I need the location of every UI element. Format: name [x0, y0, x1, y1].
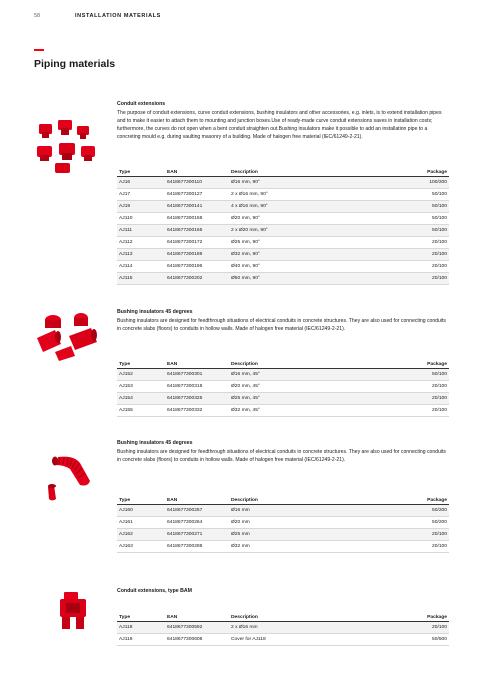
red-corrugated-bushing-icon — [44, 455, 98, 503]
product-table-corrugated-bushings — [117, 496, 449, 553]
red-bushing-insulator-icon — [33, 310, 107, 362]
cell-type: AJ163 — [117, 541, 165, 553]
cell-description: Ø50 mm, 90° — [229, 273, 393, 285]
table-header-row — [117, 613, 449, 622]
cell-description: Ø32 mm, 45° — [229, 405, 393, 417]
table-row — [117, 177, 449, 189]
cell-description: 4 x Ø16 mm, 90° — [229, 201, 393, 213]
cell-ean: 6418677300110 — [165, 177, 229, 189]
cell-type: AJ152 — [117, 369, 165, 381]
cell-type: AJ162 — [117, 529, 165, 541]
product-table-bam-extensions — [117, 613, 449, 646]
running-title: INSTALLATION MATERIALS — [75, 13, 161, 19]
cell-description: 2 x Ø16 mm, 90° — [229, 189, 393, 201]
cell-ean: 6418677300158 — [165, 213, 229, 225]
cell-package: 20/100 — [393, 249, 449, 261]
table-row — [117, 405, 449, 417]
cell-description: Ø32 mm, 90° — [229, 249, 393, 261]
table-row — [117, 225, 449, 237]
cell-ean: 6418677300165 — [165, 225, 229, 237]
section-title-conduit-extensions: Conduit extensions — [117, 101, 166, 107]
cell-ean: 6418677300202 — [165, 273, 229, 285]
cell-ean: 6418677300318 — [165, 381, 229, 393]
cell-ean: 6418677300127 — [165, 189, 229, 201]
cell-ean: 6418677300592 — [165, 622, 229, 634]
column-header-type: Type — [117, 168, 165, 177]
column-header-ean: EAN — [165, 613, 229, 622]
cell-type: AJ17 — [117, 189, 165, 201]
table-row — [117, 393, 449, 405]
table-row — [117, 517, 449, 529]
column-header-description: Description — [229, 613, 393, 622]
table-row — [117, 505, 449, 517]
cell-package: 50/200 — [393, 517, 449, 529]
cell-ean: 6418677300332 — [165, 405, 229, 417]
cell-package: 20/100 — [393, 529, 449, 541]
cell-package: 20/100 — [393, 273, 449, 285]
red-conduit-extension-icon — [33, 118, 105, 176]
section-description: The purpose of conduit extensions, curve conduit extensions, bushing insulators and other accessories, e.g. inlets, is to extend installation pipes and to make it easier to attach them to mounting and junction boxes.Use of ready-made curve conduit extensions saves in installation costs; furthermore, the curves do not open when a bent conduit straighten out.Bushing insulators make it possible to add an installation pipe to a concreting mould e.g. during vaulting masonry of a building. Made of halogen free material (IEC/61249-2-21). — [117, 110, 442, 140]
section-description: Bushing insulators are designed for feedthrough situations of electrical conduits in concrete structures. They are also used for connecting conduits in concrete slabs (floors) to conduits in hollow walls. Made of halogen free material (IEC/61249-2-21). — [117, 449, 446, 463]
table-header-row — [117, 168, 449, 177]
table-row — [117, 622, 449, 634]
cell-description: Ø16 mm, 90° — [229, 177, 393, 189]
section-title-bushing-insulators-corrugated: Bushing insulators 45 degrees — [117, 440, 193, 446]
red-bam-extension-icon — [56, 590, 90, 632]
column-header-package: Package — [393, 168, 449, 177]
column-header-ean: EAN — [165, 496, 229, 505]
column-header-description: Description — [229, 168, 393, 177]
cell-package: 50/100 — [393, 369, 449, 381]
cell-package: 20/100 — [393, 237, 449, 249]
section-title-conduit-extensions-bam: Conduit extensions, type BAM — [117, 588, 192, 594]
product-table-bushing-insulators — [117, 360, 449, 417]
table-row — [117, 201, 449, 213]
cell-description: 2 x Ø20 mm, 90° — [229, 225, 393, 237]
accent-bar — [34, 49, 44, 51]
section-title-bushing-insulators: Bushing insulators 45 degrees — [117, 309, 193, 315]
cell-ean: 6418677300301 — [165, 369, 229, 381]
cell-description: Ø16 mm, 45° — [229, 369, 393, 381]
table-header-row — [117, 496, 449, 505]
table-row — [117, 189, 449, 201]
cell-description: Ø25 mm, 90° — [229, 237, 393, 249]
table-row — [117, 529, 449, 541]
cell-type: AJ155 — [117, 405, 165, 417]
page-number: 58 — [34, 13, 41, 19]
table-row — [117, 261, 449, 273]
cell-ean: 6418677300608 — [165, 634, 229, 646]
cell-ean: 6418677300271 — [165, 529, 229, 541]
cell-description: Ø25 mm, 45° — [229, 393, 393, 405]
table-header-row — [117, 360, 449, 369]
cell-package: 20/100 — [393, 405, 449, 417]
column-header-ean: EAN — [165, 168, 229, 177]
cell-package: 50/100 — [393, 189, 449, 201]
table-row — [117, 249, 449, 261]
cell-package: 20/100 — [393, 622, 449, 634]
cell-package: 50/100 — [393, 213, 449, 225]
table-row — [117, 381, 449, 393]
cell-type: AJ19 — [117, 201, 165, 213]
cell-ean: 6418677300172 — [165, 237, 229, 249]
cell-description: Ø40 mm, 90° — [229, 261, 393, 273]
column-header-ean: EAN — [165, 360, 229, 369]
column-header-description: Description — [229, 360, 393, 369]
product-table-conduit-extensions — [117, 168, 449, 285]
table-row — [117, 541, 449, 553]
cell-type: AJ161 — [117, 517, 165, 529]
cell-ean: 6418677300264 — [165, 517, 229, 529]
cell-description: 2 x Ø16 mm — [229, 622, 393, 634]
column-header-package: Package — [393, 360, 449, 369]
cell-description: Ø25 mm — [229, 529, 393, 541]
cell-package: 100/200 — [393, 177, 449, 189]
cell-ean: 6418677300325 — [165, 393, 229, 405]
cell-package: 20/100 — [393, 261, 449, 273]
table-row — [117, 369, 449, 381]
column-header-type: Type — [117, 613, 165, 622]
cell-type: AJ16 — [117, 177, 165, 189]
cell-type: AJ119 — [117, 634, 165, 646]
cell-description: Ø32 mm — [229, 541, 393, 553]
column-header-package: Package — [393, 496, 449, 505]
page-title: Piping materials — [34, 58, 116, 70]
column-header-type: Type — [117, 496, 165, 505]
table-row — [117, 634, 449, 646]
table-row — [117, 273, 449, 285]
cell-description: Ø16 mm — [229, 505, 393, 517]
cell-type: AJ160 — [117, 505, 165, 517]
cell-package: 20/100 — [393, 381, 449, 393]
cell-type: AJ153 — [117, 381, 165, 393]
table-row — [117, 213, 449, 225]
cell-type: AJ115 — [117, 273, 165, 285]
section-description: Bushing insulators are designed for feedthrough situations of electrical conduits in concrete structures. They are also used for connecting conduits in concrete slabs (floors) to conduits in hollow walls. Made of halogen free material (IEC/61249-2-21). — [117, 318, 446, 332]
cell-type: AJ110 — [117, 213, 165, 225]
cell-package: 50/100 — [393, 201, 449, 213]
cell-description: Ø20 mm, 45° — [229, 381, 393, 393]
cell-type: AJ154 — [117, 393, 165, 405]
column-header-package: Package — [393, 613, 449, 622]
cell-type: AJ113 — [117, 249, 165, 261]
cell-ean: 6418677300257 — [165, 505, 229, 517]
cell-package: 50/500 — [393, 634, 449, 646]
cell-package: 20/100 — [393, 393, 449, 405]
cell-type: AJ114 — [117, 261, 165, 273]
cell-description: Ø20 mm — [229, 517, 393, 529]
cell-type: AJ118 — [117, 622, 165, 634]
cell-type: AJ112 — [117, 237, 165, 249]
cell-package: 50/200 — [393, 505, 449, 517]
cell-package: 50/100 — [393, 225, 449, 237]
cell-description: Ø20 mm, 90° — [229, 213, 393, 225]
table-row — [117, 237, 449, 249]
column-header-type: Type — [117, 360, 165, 369]
cell-ean: 6418677300288 — [165, 541, 229, 553]
cell-ean: 6418677300196 — [165, 261, 229, 273]
cell-type: AJ111 — [117, 225, 165, 237]
column-header-description: Description — [229, 496, 393, 505]
cell-ean: 6418677300141 — [165, 201, 229, 213]
cell-package: 20/100 — [393, 541, 449, 553]
cell-ean: 6418677300189 — [165, 249, 229, 261]
cell-description: Cover for AJ118 — [229, 634, 393, 646]
